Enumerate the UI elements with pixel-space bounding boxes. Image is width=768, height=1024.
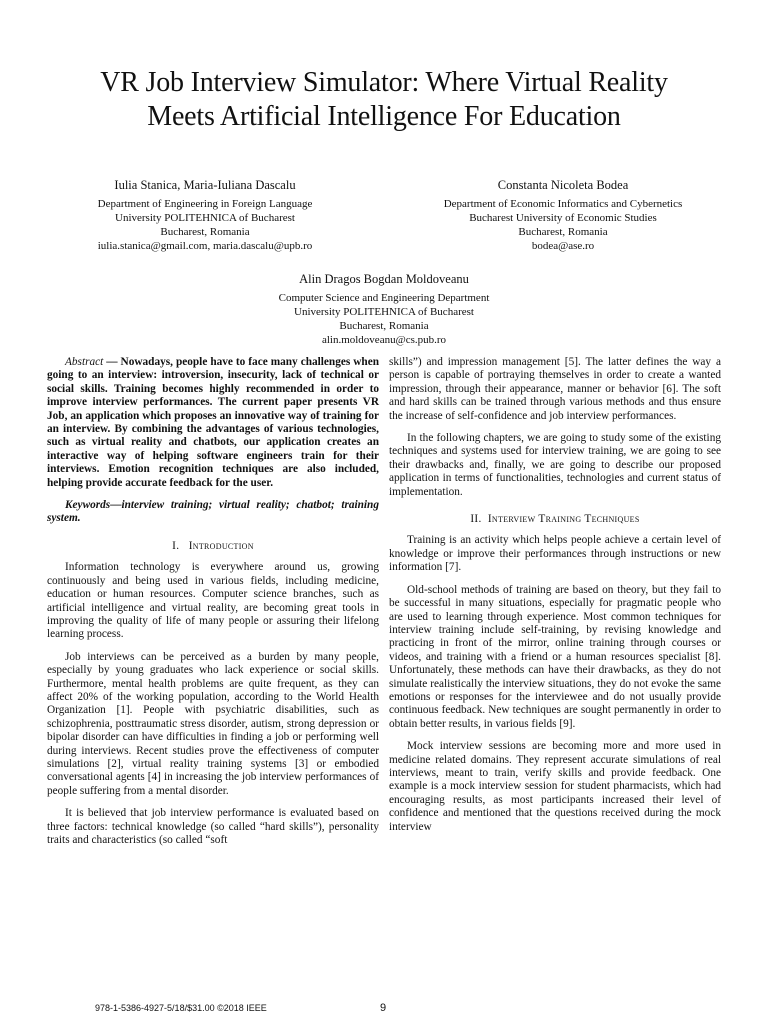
author-names: Alin Dragos Bogdan Moldoveanu	[299, 272, 469, 286]
author-location: Bucharest, Romania	[160, 226, 250, 238]
section-heading-introduction: I. Introduction	[172, 539, 254, 552]
page-number: 9	[380, 1002, 387, 1014]
author-affiliation: Department of Economic Informatics and Cybernetics	[443, 198, 683, 210]
author-email: iulia.stanica@gmail.com, maria.dascalu@upb.ro	[97, 240, 313, 252]
author-location: Bucharest, Romania	[518, 226, 608, 238]
body-paragraph: Information technology is everywhere around us, growing continuously and being used in various fields, including medicine, education or human resources. Computer science branches, such as artificial intelligence and virtual reality, are becoming great tools in improving the quality of life of many people or assuring their lifelong learning process.	[47, 561, 379, 641]
body-paragraph: In the following chapters, we are going to study some of the existing techniques and systems used for interview training, we are going to see their drawbacks and, finally, we are going to describe our proposed application in terms of functionalities, technologies and current status of implementation.	[389, 432, 721, 498]
abstract	[47, 356, 379, 490]
author-names: Constanta Nicoleta Bodea	[497, 178, 629, 192]
body-paragraph: Training is an activity which helps people achieve a certain level of knowledge or improve their performances through instructions or new information [7].	[389, 534, 721, 574]
body-paragraph: Old-school methods of training are based on theory, but they fail to be successful in many situations, especially for pragmatic people who are used to learning through experience. Most common techniques for interview training include self-training, by revising knowledge and practicing in front of the mirror, online training through courses or videos, and training with a friend or a human resources specialist [8]. Unfortunately, these methods can have their drawbacks, as they do not simulate realistically the interview situations, they do not evoke the same emotions or responses for the interviewee and do not usually provide continuous feedback. New techniques are sought permanently in order to obtain better results, in various fields [9].	[389, 583, 721, 730]
body-paragraph: It is believed that job interview performance is evaluated based on three factors: technical knowledge (so called “hard skills”), personality traits and characteristics (so called “soft	[47, 807, 379, 846]
author-block-1	[40, 178, 370, 253]
author-affiliation: Department of Engineering in Foreign Language	[97, 198, 313, 210]
author-location: Bucharest, Romania	[339, 320, 429, 332]
abstract-text: — Nowadays, people have to face many challenges when going to an interview: introversion, insecurity, lack of technical or social skills. Training becomes highly recommended in order to improve interview performances. The current paper presents VR Job, an application which proposes an innovative way of training for an interview. By combining the advantages of various technologies, such as virtual reality and chatbots, our application creates an interactive way of helping software engineers train for their interviews. Emotion recognition techniques are also included, helping provide accurate feedback for the user.	[47, 356, 379, 489]
body-paragraph: Mock interview sessions are becoming more and more used in medicine related domains. They represent accurate simulations of real interviews, meant to train, verify skills and provide feedback. One example is a mock interview session for student pharmacists, which had encouraging results, as most participants increased their level of confidence and mentioned that the questions received during the mock interview	[389, 740, 721, 833]
author-affiliation: University POLITEHNICA of Bucharest	[294, 306, 474, 318]
author-affiliation: Bucharest University of Economic Studies	[469, 212, 657, 224]
abstract-label: Abstract	[65, 356, 104, 368]
author-email: bodea@ase.ro	[531, 240, 595, 252]
title-line-1: VR Job Interview Simulator: Where Virtual Reality	[100, 67, 668, 98]
author-block-2	[398, 178, 728, 253]
author-email: alin.moldoveanu@cs.pub.ro	[321, 334, 447, 346]
author-block-3	[219, 272, 549, 347]
author-names: Iulia Stanica, Maria-Iuliana Dascalu	[114, 178, 296, 192]
keywords-text: —interview training; virtual reality; chatbot; training system.	[47, 499, 379, 525]
author-affiliation: Computer Science and Engineering Department	[278, 292, 490, 304]
left-column	[47, 356, 379, 856]
keywords	[47, 499, 379, 526]
right-column	[389, 356, 721, 843]
copyright-footer: 978-1-5386-4927-5/18/$31.00 ©2018 IEEE	[95, 1003, 267, 1013]
body-paragraph: skills”) and impression management [5]. The latter defines the way a person is capable of portraying themselves in order to create a wanted impression, through their appearance, manner or behavior [6]. The soft and hard skills can be trained through various methods and thus ensure the increase of self-confidence and job interview performances.	[389, 356, 721, 422]
title-line-2: Meets Artificial Intelligence For Education	[147, 101, 621, 132]
body-paragraph: Job interviews can be perceived as a burden by many people, especially by young graduates who lack experience or social skills. Furthermore, mental health problems are quite frequent, as they can affect 20% of the working population, according to the World Health Organization [1]. People with psychiatric disabilities, such as schizophrenia, posttraumatic stress disorder, autism, strong depression or bipolar disorder can have difficulties in finding a job or performing well during interviews. Recent studies prove the effectiveness of computer simulations [2], virtual reality training systems [3] or embodied conversational agents [4] in increasing the job interview performances of people suffering from a mental disorder.	[47, 650, 379, 797]
paper-title	[0, 66, 768, 134]
section-heading-training-techniques: II. Interview Training Techniques	[470, 513, 640, 526]
author-affiliation: University POLITEHNICA of Bucharest	[115, 212, 295, 224]
keywords-label: Keywords	[65, 499, 111, 512]
